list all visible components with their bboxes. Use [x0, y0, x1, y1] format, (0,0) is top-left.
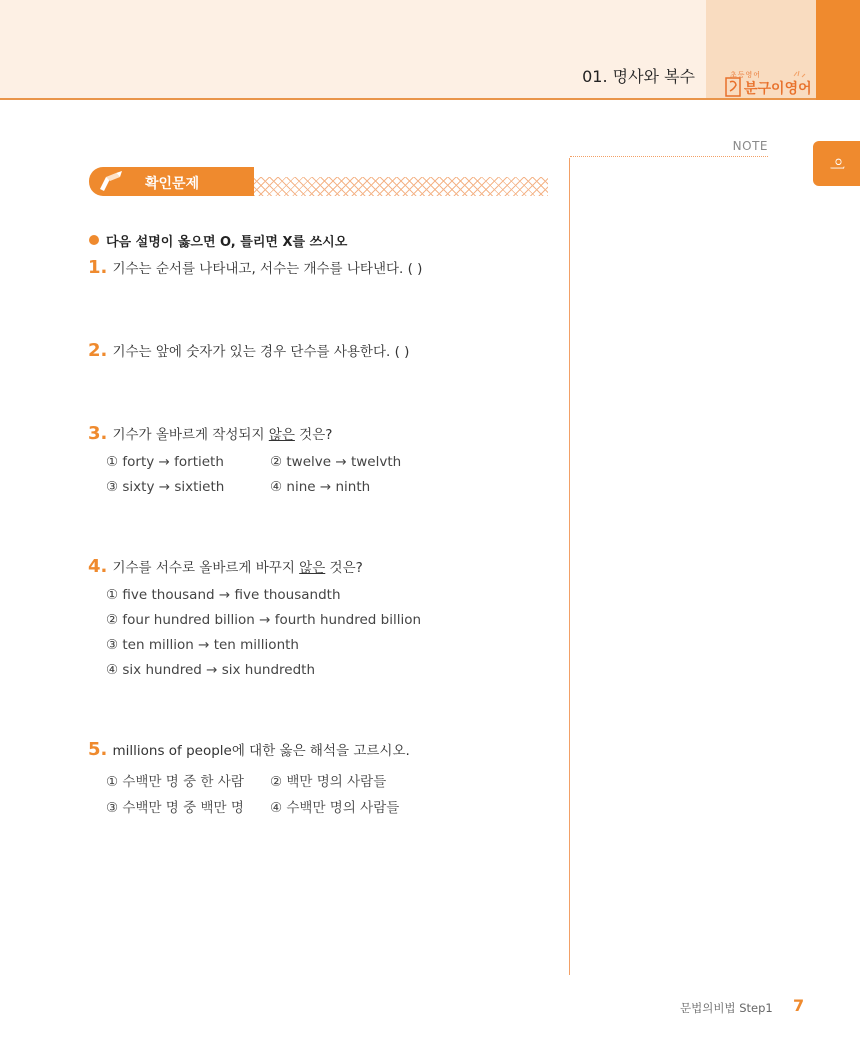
note-dotted-rule	[570, 156, 768, 157]
note-label: NOTE	[732, 139, 768, 153]
question-4	[88, 556, 363, 577]
option-4-1[interactable]: ① five thousand → five thousandth	[106, 587, 341, 603]
page-number: 7	[793, 996, 805, 1015]
header-accent-tab	[816, 0, 860, 100]
brand-name: 분구이영어	[744, 81, 812, 97]
brand-small-label: 초등영어	[730, 71, 762, 79]
instruction-text: 다음 설명이 옳으면 O, 틀리면 X를 쓰시오	[106, 235, 348, 250]
question-2	[88, 340, 409, 361]
chapter-title: 01. 명사와 복수	[582, 67, 695, 86]
question-number: 1.	[88, 257, 108, 278]
bullet-icon	[89, 235, 99, 245]
question-text: 기수는 순서를 나타내고, 서수는 개수를 나타낸다. ( )	[112, 261, 423, 277]
question-text: 기수를 서수로 올바르게 바꾸지 않은 것은?	[112, 560, 363, 576]
footer-book-title: 문법의비법 Step1	[680, 1001, 773, 1015]
question-1	[88, 257, 422, 278]
question-number: 2.	[88, 340, 108, 361]
note-margin-line	[569, 158, 570, 975]
question-text: millions of people에 대한 옳은 해석을 고르시오.	[112, 743, 410, 759]
question-3	[88, 423, 332, 444]
side-chapter-tab[interactable]	[813, 141, 860, 186]
question-text: 기수는 앞에 숫자가 있는 경우 단수를 사용한다. ( )	[112, 344, 410, 360]
question-number: 5.	[88, 739, 108, 760]
side-chapter-tab-label: 이	[827, 156, 844, 171]
header-rule	[0, 98, 816, 100]
option-5-1[interactable]: ① 수백만 명 중 한 사람	[106, 774, 244, 790]
option-4-2[interactable]: ② four hundred billion → fourth hundred billion	[106, 612, 422, 628]
option-4-3[interactable]: ③ ten million → ten millionth	[106, 637, 299, 653]
section-badge-label: 확인문제	[145, 176, 200, 192]
option-3-3[interactable]: ③ sixty → sixtieth	[106, 479, 225, 495]
option-3-4[interactable]: ④ nine → ninth	[270, 479, 371, 495]
option-5-2[interactable]: ② 백만 명의 사람들	[270, 774, 387, 790]
question-5	[88, 739, 410, 760]
option-5-3[interactable]: ③ 수백만 명 중 백만 명	[106, 800, 244, 816]
option-3-1[interactable]: ① forty → fortieth	[106, 454, 224, 470]
option-5-4[interactable]: ④ 수백만 명의 사람들	[270, 800, 400, 816]
pencil-hand-icon	[96, 169, 124, 193]
option-4-4[interactable]: ④ six hundred → six hundredth	[106, 662, 315, 678]
question-text: 기수가 올바르게 작성되지 않은 것은?	[112, 427, 333, 443]
question-number: 3.	[88, 423, 108, 444]
option-3-2[interactable]: ② twelve → twelvth	[270, 454, 402, 470]
section-badge-hatch	[254, 177, 548, 196]
question-number: 4.	[88, 556, 108, 577]
